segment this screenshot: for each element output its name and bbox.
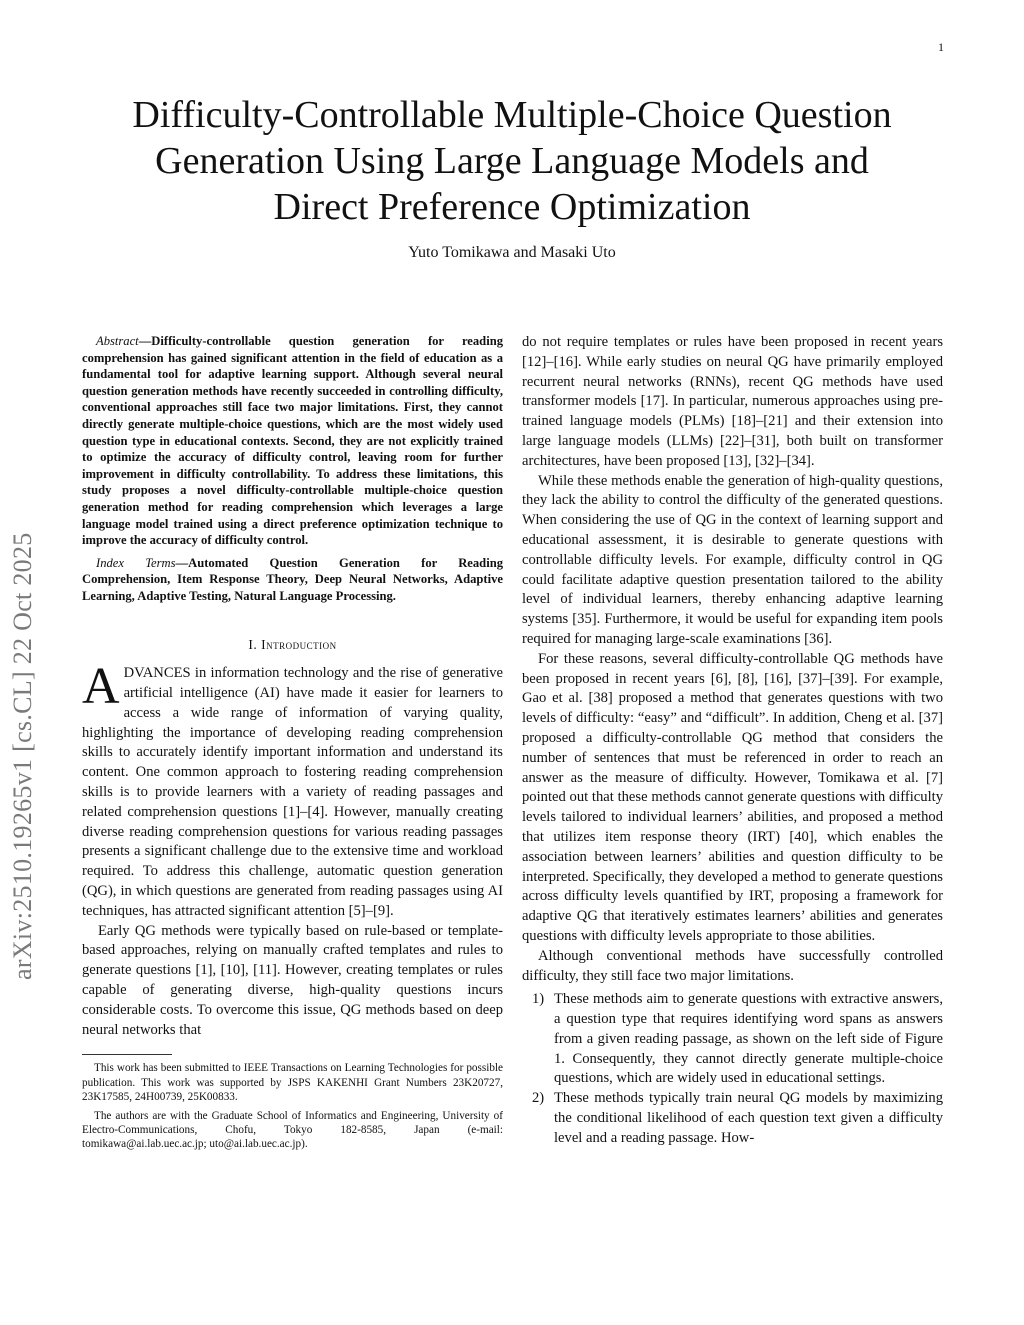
- list-item: [522, 990, 943, 1089]
- body-paragraph: do not require templates or rules have been proposed in recent years [12]–[16]. While early studies on neural QG have primarily employed recurrent neural networks (RNNs), recent QG methods have used transformer models [17]. In particular, numerous approaches using pre-trained language models (PLMs) [18]–[21] and their extension into large language models (LLMs) [22]–[31], both built on transformer architectures, have been proposed [13], [32]–[34].: [522, 334, 943, 469]
- title-line: Direct Preference Optimization: [273, 186, 751, 228]
- index-terms-lead: Index Terms: [96, 555, 176, 570]
- intro-paragraph: [82, 658, 503, 921]
- body-paragraph: Although conventional methods have successfully controlled difficulty, they still face two major limitations.: [522, 947, 943, 984]
- list-item-number: 2): [532, 1090, 545, 1107]
- abstract: [82, 333, 503, 549]
- left-column: [82, 333, 503, 1156]
- title-line: Generation Using Large Language Models and: [155, 140, 869, 182]
- section-heading-introduction: I. Introduction: [248, 636, 337, 652]
- abstract-lead: Abstract: [96, 334, 139, 348]
- footnote-funding: This work has been submitted to IEEE Transactions on Learning Technologies for possible publication. This work was supported by JSPS KAKENHI Grant Numbers 23K20727, 23K17585, 24H00739, 25K00833.: [82, 1062, 503, 1104]
- index-terms: [82, 555, 503, 605]
- arxiv-identifier[interactable]: arXiv:2510.19265v1 [cs.CL] 22 Oct 2025: [8, 532, 37, 980]
- intro-paragraph-text: DVANCES in information technology and the rise of generative artificial intelligence (AI) have made it easier for learners to access a wide range of information of varying quality, highlighting the importance of developing reading comprehension skills to accurately identify important information and understand its content. One common approach to fostering reading comprehension skills is to provide learners with a variety of reading passages and related comprehension questions [1]–[4]. However, manually creating diverse reading comprehension questions for various reading passages presents a significant challenge due to the extensive time and workload required. To address this challenge, automatic question generation (QG), in which questions are generated from reading passages using AI techniques, has attracted significant attention [5]–[9].: [82, 665, 503, 919]
- list-item-text: These methods typically train neural QG models by maximizing the conditional likelihood of each question text given a difficulty level and a reading passage. How-: [554, 1090, 943, 1146]
- page-number: 1: [938, 40, 944, 54]
- title-line: Difficulty-Controllable Multiple-Choice Question: [132, 94, 892, 136]
- list-item: [522, 1089, 943, 1148]
- list-item-text: These methods aim to generate questions with extractive answers, a question type that requires identifying word spans as answers from a given reading passage, as shown on the left side of Figure 1. Consequently, they cannot directly generate multiple-choice questions, which are widely used in educational settings.: [554, 991, 943, 1087]
- footnote-divider: [82, 1054, 172, 1055]
- right-column: [522, 333, 943, 1149]
- abstract-text: —Difficulty-controllable question generation for reading comprehension has gained significant attention in the field of education as a fundamental tool for adaptive learning support. Although several neural question generation methods have recently succeeded in controlling difficulty, conventional approaches still face two major limitations. First, they cannot directly generate multiple-choice questions, which are the most widely used question type in educational contexts. Second, they are not explicitly trained to optimize the accuracy of difficulty control, leaving room for further improvement in difficulty controllability. To address these limitations, this study proposes a novel difficulty-controllable multiple-choice question generation method for reading comprehension which leverages a large language model trained using a direct preference optimization technique to improve the accuracy of difficulty control.: [82, 334, 503, 548]
- authors: Yuto Tomikawa and Masaki Uto: [408, 244, 616, 261]
- body-paragraph: While these methods enable the generation of high-quality questions, they lack the ability to control the difficulty of the generated questions. When considering the use of QG in the context of learning support and educational assessment, it is desirable to generate questions with controllable difficulty levels. For example, difficulty control in QG could facilitate adaptive question presentation tailored to the ability level of individual learners, thereby enhancing adaptive learning systems [35]. Furthermore, it would be useful for expanding item pools required for managing large-scale examinations [36].: [522, 472, 943, 647]
- limitations-list: [522, 990, 943, 1148]
- paper-title: [80, 92, 944, 230]
- intro-paragraph: Early QG methods were typically based on rule-based or template-based approaches, relying on manually crafted templates and rules to generate questions [1], [10], [11]. However, creating templates or rules capable of generating diverse, high-quality questions incurs considerable costs. To overcome this issue, QG methods based on deep neural networks that: [82, 922, 503, 1038]
- index-terms-text: —Automated Question Generation for Reading Comprehension, Item Response Theory, Deep Neural Networks, Adaptive Learning, Adaptive Testing, Natural Language Processing.: [82, 555, 503, 603]
- body-paragraph: For these reasons, several difficulty-controllable QG methods have been proposed in recent years [6], [8], [16], [37]–[39]. For example, Gao et al. [38] proposed a method that generates questions with two levels of difficulty: “easy” and “difficult”. In addition, Cheng et al. [37] proposed a difficulty-controllable QG method that considers the number of sentences that must be referenced in order to reach an answer as the measure of difficulty. However, Tomikawa et al. [7] pointed out that these methods cannot generate questions with difficulty levels tailored to individual learners’ abilities, and proposed a method that utilizes item response theory (IRT) [40], which enables the association between learners’ abilities and question difficulty to be interpreted. Specifically, they developed a method to generate questions across difficulty levels quantified by IRT, proposing a framework for adaptive QG that iteratively estimates learners’ abilities and generates questions with difficulty levels appropriate to those abilities.: [522, 650, 943, 944]
- list-item-number: 1): [532, 991, 545, 1008]
- drop-cap: A: [82, 658, 120, 716]
- footnote-affiliation: The authors are with the Graduate School of Informatics and Engineering, University of Electro-Communications, Chofu, Tokyo 182-8585, Japan (e-mail: tomikawa@ai.lab.uec.ac.jp; uto@ai.lab.uec.ac.jp).: [82, 1109, 503, 1151]
